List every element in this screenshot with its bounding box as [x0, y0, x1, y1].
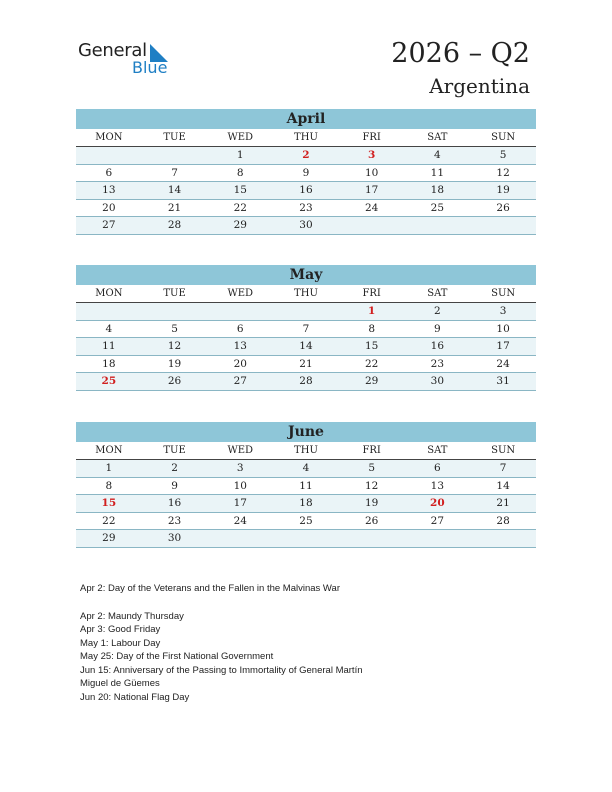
day-cell: 20	[207, 355, 273, 373]
calendar-grid	[76, 442, 536, 548]
day-cell: 25	[405, 199, 471, 217]
day-cell: 30	[142, 530, 208, 548]
day-cell: 21	[142, 199, 208, 217]
day-cell: 24	[339, 199, 405, 217]
day-cell: 14	[142, 182, 208, 200]
day-cell: 2	[142, 460, 208, 478]
day-cell: 26	[470, 199, 536, 217]
day-cell: 5	[470, 147, 536, 165]
day-cell: 30	[405, 373, 471, 391]
day-cell: 8	[76, 477, 142, 495]
month-calendar-april	[76, 109, 536, 235]
logo-text-general: General	[78, 40, 147, 61]
empty-day-cell	[405, 530, 471, 548]
day-cell: 27	[207, 373, 273, 391]
empty-day-cell	[339, 217, 405, 235]
month-title: May	[76, 265, 536, 285]
day-cell: 3	[339, 147, 405, 165]
week-row	[76, 338, 536, 356]
empty-day-cell	[76, 147, 142, 165]
week-row	[76, 199, 536, 217]
day-cell: 4	[76, 320, 142, 338]
weekday-header: THU	[273, 285, 339, 303]
day-cell: 3	[207, 460, 273, 478]
day-cell: 5	[142, 320, 208, 338]
day-cell: 28	[273, 373, 339, 391]
holiday-note: Apr 2: Maundy Thursday	[80, 610, 184, 622]
day-cell: 1	[76, 460, 142, 478]
week-row	[76, 477, 536, 495]
calendar-grid	[76, 285, 536, 391]
week-row	[76, 320, 536, 338]
week-row	[76, 164, 536, 182]
weekday-header: THU	[273, 442, 339, 460]
day-cell: 13	[207, 338, 273, 356]
day-cell: 18	[405, 182, 471, 200]
holiday-note: May 1: Labour Day	[80, 637, 161, 649]
empty-day-cell	[470, 530, 536, 548]
month-title: June	[76, 422, 536, 442]
day-cell: 22	[76, 512, 142, 530]
day-cell: 26	[142, 373, 208, 391]
day-cell: 10	[207, 477, 273, 495]
day-cell: 4	[273, 460, 339, 478]
day-cell: 31	[470, 373, 536, 391]
day-cell: 24	[470, 355, 536, 373]
day-cell: 27	[76, 217, 142, 235]
day-cell: 16	[405, 338, 471, 356]
empty-day-cell	[207, 303, 273, 321]
holiday-notes	[80, 582, 363, 704]
day-cell: 9	[405, 320, 471, 338]
day-cell: 19	[142, 355, 208, 373]
day-cell: 29	[76, 530, 142, 548]
week-row	[76, 303, 536, 321]
day-cell: 25	[273, 512, 339, 530]
day-cell: 7	[470, 460, 536, 478]
day-cell: 11	[76, 338, 142, 356]
day-cell: 20	[76, 199, 142, 217]
empty-day-cell	[207, 530, 273, 548]
week-row	[76, 512, 536, 530]
day-cell: 11	[405, 164, 471, 182]
day-cell: 1	[339, 303, 405, 321]
holiday-note: Apr 3: Good Friday	[80, 624, 161, 635]
week-row	[76, 495, 536, 513]
weekday-header: SUN	[470, 442, 536, 460]
day-cell: 18	[273, 495, 339, 513]
day-cell: 14	[273, 338, 339, 356]
day-cell: 3	[470, 303, 536, 321]
holiday-note: Miguel de Güemes	[80, 678, 160, 689]
day-cell: 25	[76, 373, 142, 391]
generalblue-logo	[78, 40, 188, 80]
holiday-note: May 25: Day of the First National Government	[80, 651, 274, 662]
day-cell: 9	[273, 164, 339, 182]
empty-day-cell	[273, 303, 339, 321]
day-cell: 21	[470, 495, 536, 513]
day-cell: 17	[470, 338, 536, 356]
month-title: April	[76, 109, 536, 129]
week-row	[76, 530, 536, 548]
weekday-header: FRI	[339, 442, 405, 460]
day-cell: 9	[142, 477, 208, 495]
week-row	[76, 147, 536, 165]
empty-day-cell	[142, 147, 208, 165]
week-row	[76, 460, 536, 478]
calendar-grid	[76, 129, 536, 235]
holiday-note: Jun 15: Anniversary of the Passing to Immortality of General Martín	[80, 664, 363, 676]
day-cell: 24	[207, 512, 273, 530]
empty-day-cell	[405, 217, 471, 235]
day-cell: 17	[339, 182, 405, 200]
day-cell: 29	[339, 373, 405, 391]
weekday-header: TUE	[142, 442, 208, 460]
day-cell: 23	[405, 355, 471, 373]
empty-day-cell	[339, 530, 405, 548]
day-cell: 22	[339, 355, 405, 373]
weekday-header: MON	[76, 129, 142, 147]
empty-day-cell	[273, 530, 339, 548]
day-cell: 16	[273, 182, 339, 200]
day-cell: 13	[76, 182, 142, 200]
day-cell: 7	[142, 164, 208, 182]
day-cell: 12	[339, 477, 405, 495]
day-cell: 12	[142, 338, 208, 356]
day-cell: 19	[339, 495, 405, 513]
day-cell: 14	[470, 477, 536, 495]
weekday-header: SAT	[405, 285, 471, 303]
day-cell: 17	[207, 495, 273, 513]
day-cell: 4	[405, 147, 471, 165]
weekday-header: MON	[76, 442, 142, 460]
day-cell: 27	[405, 512, 471, 530]
day-cell: 28	[142, 217, 208, 235]
day-cell: 23	[273, 199, 339, 217]
day-cell: 29	[207, 217, 273, 235]
empty-day-cell	[142, 303, 208, 321]
day-cell: 10	[470, 320, 536, 338]
day-cell: 13	[405, 477, 471, 495]
weekday-header: TUE	[142, 285, 208, 303]
day-cell: 7	[273, 320, 339, 338]
holiday-note: Apr 2: Day of the Veterans and the Fallen in the Malvinas War	[80, 583, 340, 594]
week-row	[76, 355, 536, 373]
weekday-header: FRI	[339, 129, 405, 147]
day-cell: 18	[76, 355, 142, 373]
day-cell: 1	[207, 147, 273, 165]
day-cell: 8	[207, 164, 273, 182]
weekday-header: SAT	[405, 129, 471, 147]
weekday-header: MON	[76, 285, 142, 303]
day-cell: 19	[470, 182, 536, 200]
day-cell: 2	[273, 147, 339, 165]
day-cell: 6	[207, 320, 273, 338]
day-cell: 5	[339, 460, 405, 478]
page-subtitle: Argentina	[429, 74, 530, 98]
empty-day-cell	[76, 303, 142, 321]
weekday-header: THU	[273, 129, 339, 147]
month-calendar-may	[76, 265, 536, 391]
weekday-header: WED	[207, 129, 273, 147]
weekday-header: SAT	[405, 442, 471, 460]
empty-day-cell	[470, 217, 536, 235]
weekday-header: TUE	[142, 129, 208, 147]
weekday-header: WED	[207, 285, 273, 303]
day-cell: 11	[273, 477, 339, 495]
day-cell: 22	[207, 199, 273, 217]
weekday-header: FRI	[339, 285, 405, 303]
week-row	[76, 373, 536, 391]
logo-text-blue: Blue	[132, 58, 168, 77]
day-cell: 30	[273, 217, 339, 235]
day-cell: 15	[339, 338, 405, 356]
day-cell: 8	[339, 320, 405, 338]
day-cell: 16	[142, 495, 208, 513]
holiday-note: Jun 20: National Flag Day	[80, 691, 190, 703]
day-cell: 6	[405, 460, 471, 478]
day-cell: 2	[405, 303, 471, 321]
day-cell: 20	[405, 495, 471, 513]
month-calendar-june	[76, 422, 536, 548]
day-cell: 28	[470, 512, 536, 530]
day-cell: 21	[273, 355, 339, 373]
day-cell: 23	[142, 512, 208, 530]
page-title: 2026 – Q2	[391, 38, 530, 69]
day-cell: 15	[207, 182, 273, 200]
weekday-header: WED	[207, 442, 273, 460]
day-cell: 15	[76, 495, 142, 513]
week-row	[76, 217, 536, 235]
weekday-header: SUN	[470, 129, 536, 147]
day-cell: 12	[470, 164, 536, 182]
week-row	[76, 182, 536, 200]
weekday-header: SUN	[470, 285, 536, 303]
day-cell: 10	[339, 164, 405, 182]
day-cell: 26	[339, 512, 405, 530]
day-cell: 6	[76, 164, 142, 182]
